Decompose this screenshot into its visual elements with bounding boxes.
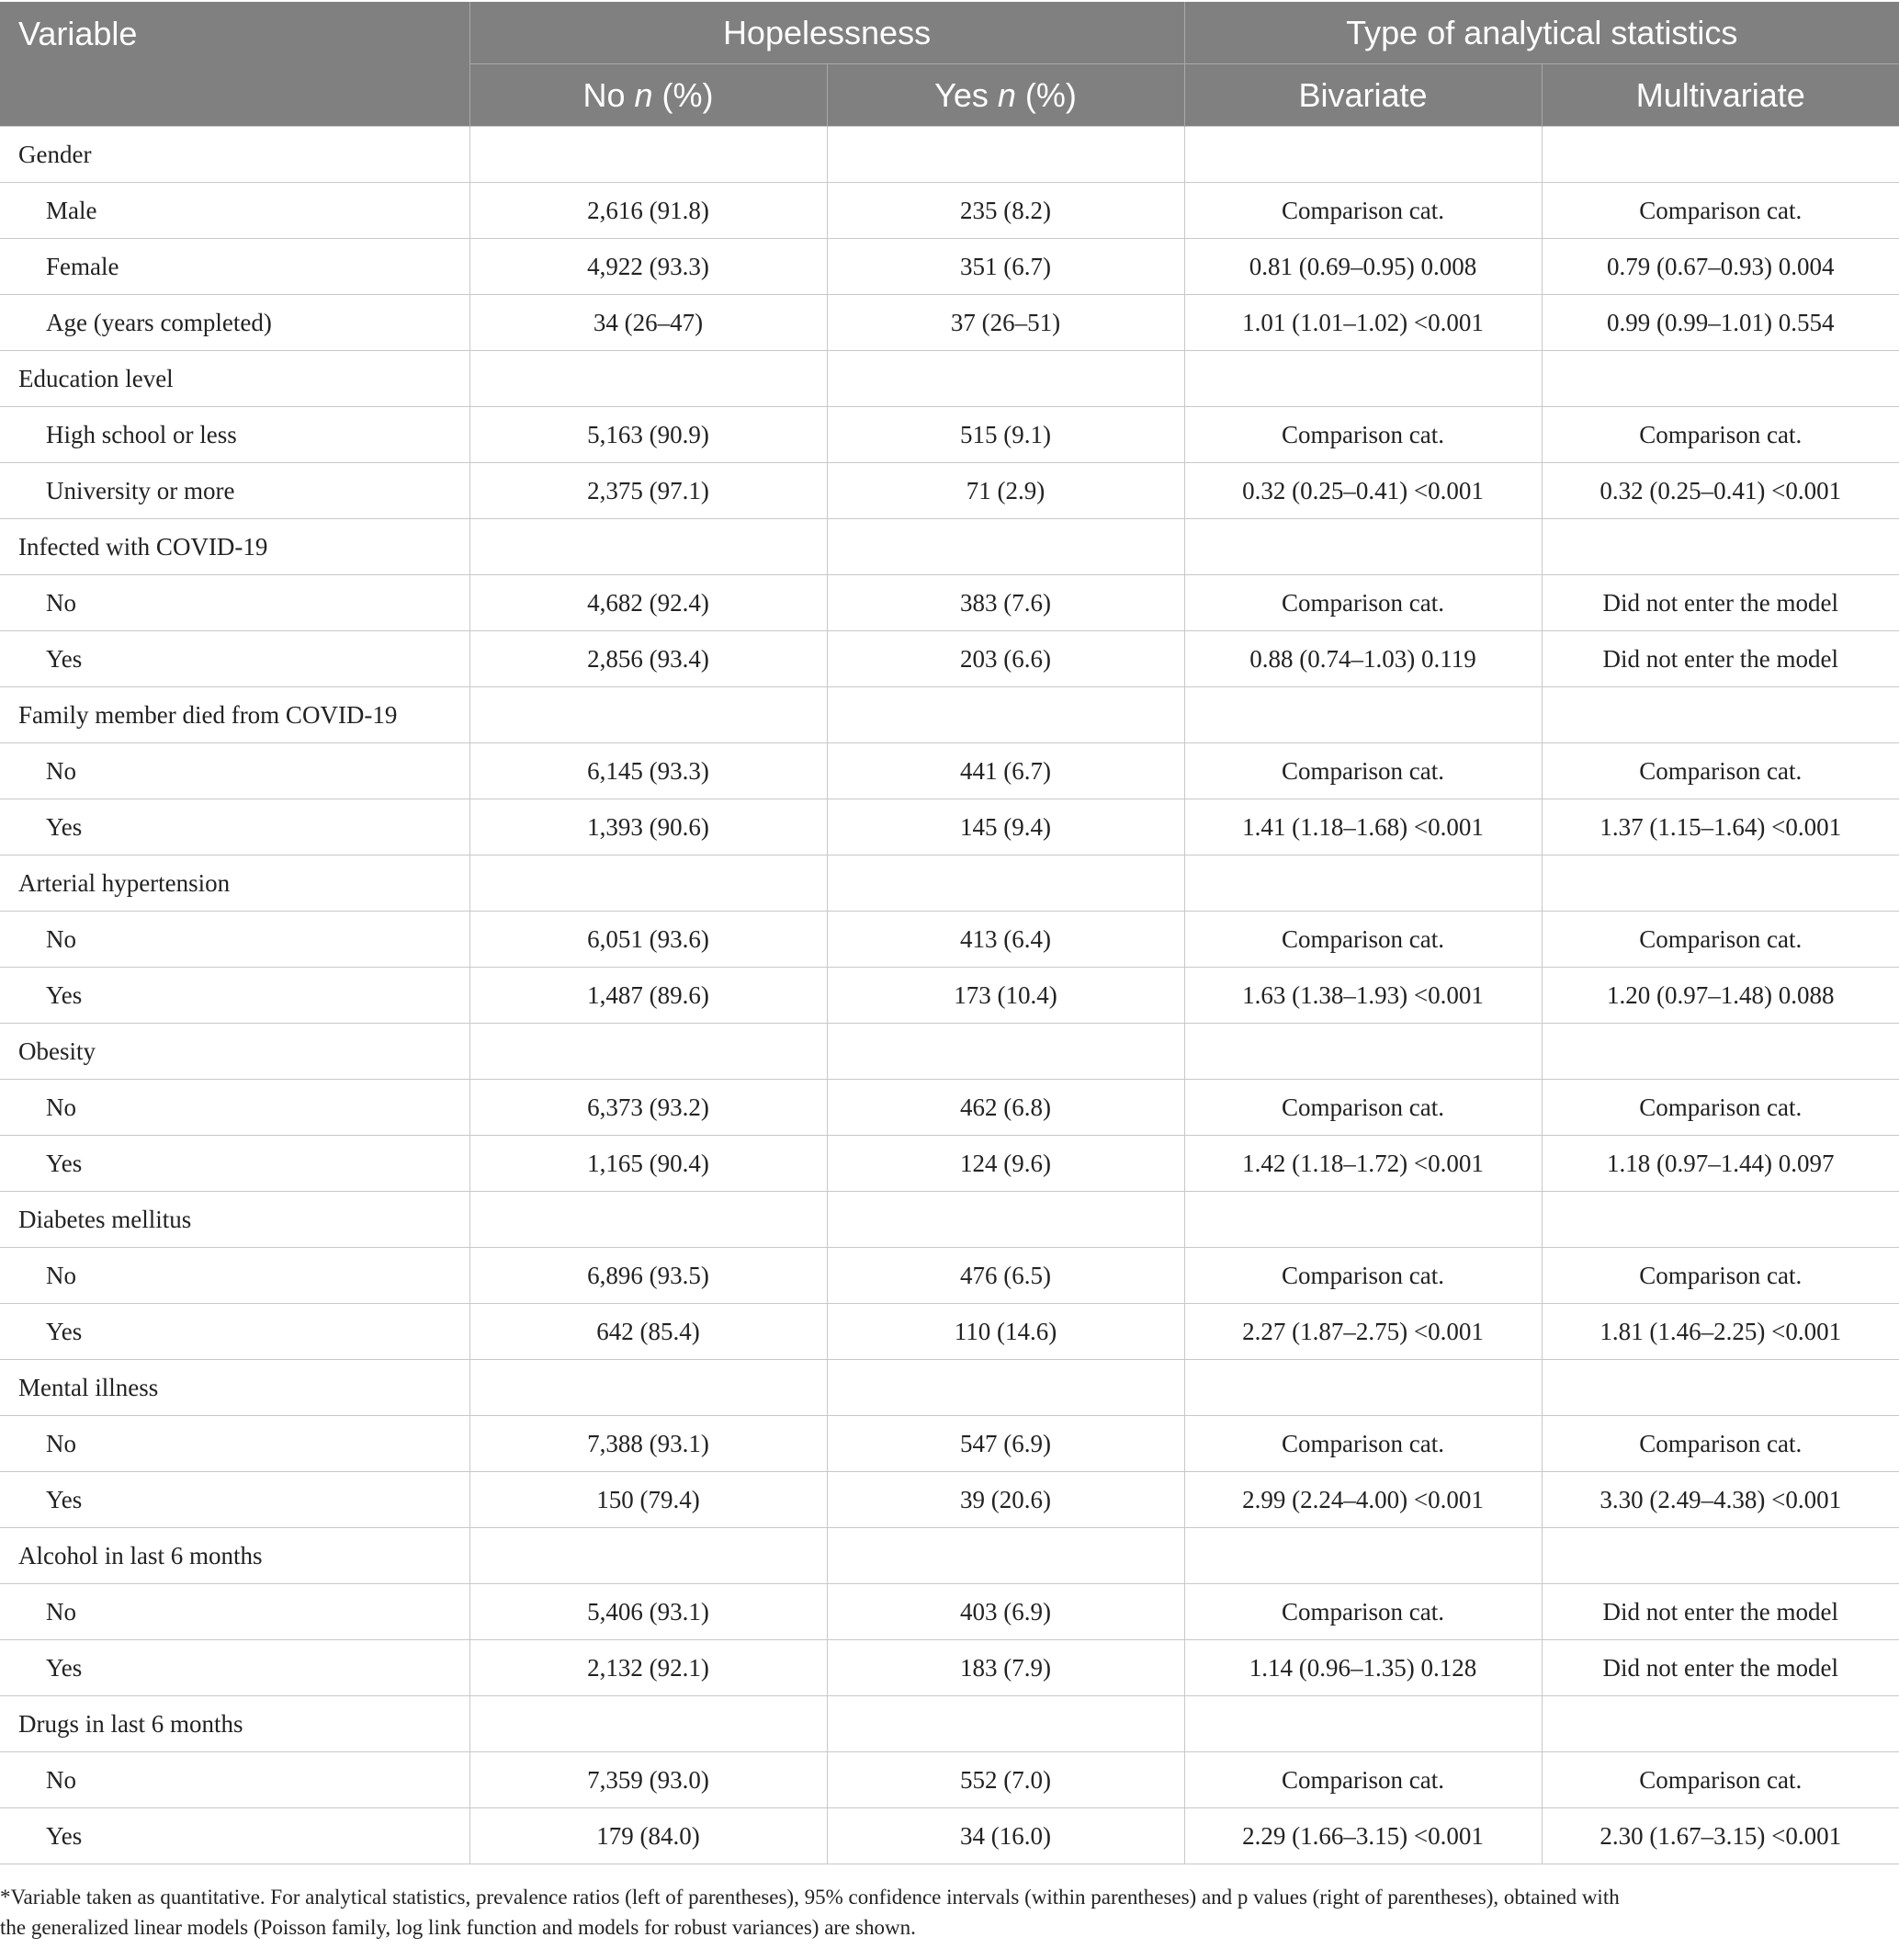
cell-bivariate: 0.88 (0.74–1.03) 0.119 (1184, 631, 1542, 687)
header-col-yes-pct: (%) (1015, 75, 1077, 114)
cell-bivariate: Comparison cat. (1184, 1416, 1542, 1472)
header-col-yes-n: n (997, 75, 1016, 114)
cell-variable: Yes (0, 1808, 469, 1864)
cell-bivariate: Comparison cat. (1184, 183, 1542, 239)
cell-bivariate: Comparison cat. (1184, 743, 1542, 799)
cell-yes (827, 351, 1184, 407)
cell-yes: 552 (7.0) (827, 1752, 1184, 1808)
cell-multivariate (1542, 351, 1899, 407)
cell-multivariate: 1.20 (0.97–1.48) 0.088 (1542, 968, 1899, 1024)
header-group-hopelessness: Hopelessness (469, 2, 1184, 64)
table-row-category (0, 127, 1899, 183)
cell-no: 2,375 (97.1) (469, 463, 827, 519)
cell-variable: Male (0, 183, 469, 239)
cell-bivariate: 1.42 (1.18–1.72) <0.001 (1184, 1136, 1542, 1192)
cell-bivariate (1184, 1696, 1542, 1752)
cell-yes: 547 (6.9) (827, 1416, 1184, 1472)
cell-no: 6,145 (93.3) (469, 743, 827, 799)
cell-no: 150 (79.4) (469, 1472, 827, 1528)
cell-no: 642 (85.4) (469, 1304, 827, 1360)
cell-yes: 183 (7.9) (827, 1640, 1184, 1696)
cell-multivariate (1542, 1528, 1899, 1584)
cell-yes (827, 1024, 1184, 1080)
cell-bivariate: 2.29 (1.66–3.15) <0.001 (1184, 1808, 1542, 1864)
table-row (0, 743, 1899, 799)
table-row-category (0, 519, 1899, 575)
header-col-yes-prefix: Yes (934, 75, 998, 114)
cell-no: 1,393 (90.6) (469, 799, 827, 855)
cell-multivariate: Comparison cat. (1542, 1752, 1899, 1808)
header-group-analytical-statistics: Type of analytical statistics (1184, 2, 1899, 64)
cell-yes: 173 (10.4) (827, 968, 1184, 1024)
cell-no: 4,922 (93.3) (469, 239, 827, 295)
cell-bivariate: 0.81 (0.69–0.95) 0.008 (1184, 239, 1542, 295)
table-row-category (0, 1192, 1899, 1248)
cell-variable: Education level (0, 351, 469, 407)
header-col-multivariate: Multivariate (1542, 64, 1899, 127)
cell-variable: No (0, 1080, 469, 1136)
cell-multivariate: 3.30 (2.49–4.38) <0.001 (1542, 1472, 1899, 1528)
table-row (0, 1584, 1899, 1640)
cell-no: 1,487 (89.6) (469, 968, 827, 1024)
cell-multivariate: 2.30 (1.67–3.15) <0.001 (1542, 1808, 1899, 1864)
cell-yes (827, 1528, 1184, 1584)
table-row-category (0, 351, 1899, 407)
footnote-line-2: the generalized linear models (Poisson family, log link function and models for robust variances) are shown. (0, 1916, 916, 1939)
header-col-bivariate: Bivariate (1184, 64, 1542, 127)
cell-bivariate (1184, 855, 1542, 912)
cell-multivariate (1542, 1360, 1899, 1416)
cell-yes: 476 (6.5) (827, 1248, 1184, 1304)
cell-no (469, 1528, 827, 1584)
cell-multivariate: Comparison cat. (1542, 407, 1899, 463)
cell-bivariate: 1.63 (1.38–1.93) <0.001 (1184, 968, 1542, 1024)
cell-yes: 203 (6.6) (827, 631, 1184, 687)
cell-no: 7,388 (93.1) (469, 1416, 827, 1472)
footnote-line-1: *Variable taken as quantitative. For analytical statistics, prevalence ratios (left of parentheses), 95% confidence intervals (within parentheses) and p values (right of parentheses), obtained with (0, 1886, 1620, 1909)
cell-variable: Age (years completed) (0, 295, 469, 351)
cell-multivariate: Did not enter the model (1542, 1640, 1899, 1696)
table-row-category (0, 687, 1899, 743)
cell-multivariate (1542, 1192, 1899, 1248)
cell-yes (827, 1696, 1184, 1752)
cell-no (469, 1696, 827, 1752)
cell-variable: Yes (0, 1472, 469, 1528)
cell-yes: 235 (8.2) (827, 183, 1184, 239)
cell-variable: Yes (0, 1136, 469, 1192)
cell-multivariate: Did not enter the model (1542, 1584, 1899, 1640)
table-row (0, 912, 1899, 968)
cell-multivariate: 0.79 (0.67–0.93) 0.004 (1542, 239, 1899, 295)
cell-variable: Family member died from COVID-19 (0, 687, 469, 743)
cell-bivariate: Comparison cat. (1184, 1248, 1542, 1304)
cell-yes (827, 1192, 1184, 1248)
header-row-groups (0, 2, 1899, 64)
cell-variable: No (0, 1248, 469, 1304)
table-row (0, 799, 1899, 855)
cell-no (469, 1192, 827, 1248)
cell-variable: No (0, 1416, 469, 1472)
cell-variable: Drugs in last 6 months (0, 1696, 469, 1752)
cell-no: 179 (84.0) (469, 1808, 827, 1864)
table-row (0, 239, 1899, 295)
cell-yes (827, 687, 1184, 743)
table-row-category (0, 1696, 1899, 1752)
table-row (0, 631, 1899, 687)
cell-variable: Arterial hypertension (0, 855, 469, 912)
cell-multivariate: 1.37 (1.15–1.64) <0.001 (1542, 799, 1899, 855)
cell-no: 5,163 (90.9) (469, 407, 827, 463)
cell-variable: No (0, 743, 469, 799)
table-row-category (0, 1024, 1899, 1080)
cell-no (469, 1360, 827, 1416)
cell-yes: 403 (6.9) (827, 1584, 1184, 1640)
cell-variable: Gender (0, 127, 469, 183)
cell-yes: 34 (16.0) (827, 1808, 1184, 1864)
cell-variable: Infected with COVID-19 (0, 519, 469, 575)
cell-yes: 110 (14.6) (827, 1304, 1184, 1360)
cell-variable: No (0, 1752, 469, 1808)
cell-bivariate (1184, 127, 1542, 183)
cell-multivariate (1542, 519, 1899, 575)
cell-no: 6,051 (93.6) (469, 912, 827, 968)
cell-bivariate (1184, 351, 1542, 407)
cell-bivariate: 2.99 (2.24–4.00) <0.001 (1184, 1472, 1542, 1528)
table-row (0, 1416, 1899, 1472)
cell-bivariate (1184, 1192, 1542, 1248)
cell-yes (827, 1360, 1184, 1416)
cell-bivariate (1184, 1360, 1542, 1416)
cell-multivariate (1542, 127, 1899, 183)
cell-variable: Yes (0, 968, 469, 1024)
cell-multivariate: 1.18 (0.97–1.44) 0.097 (1542, 1136, 1899, 1192)
cell-no (469, 687, 827, 743)
cell-bivariate (1184, 687, 1542, 743)
cell-variable: Yes (0, 1304, 469, 1360)
cell-multivariate (1542, 855, 1899, 912)
cell-bivariate: Comparison cat. (1184, 1080, 1542, 1136)
table-row (0, 1640, 1899, 1696)
table-row-category (0, 1528, 1899, 1584)
cell-no: 1,165 (90.4) (469, 1136, 827, 1192)
table-row-category (0, 855, 1899, 912)
table-row (0, 1136, 1899, 1192)
cell-multivariate: Did not enter the model (1542, 575, 1899, 631)
results-table (0, 2, 1899, 1864)
cell-variable: No (0, 1584, 469, 1640)
cell-no: 2,132 (92.1) (469, 1640, 827, 1696)
cell-yes: 441 (6.7) (827, 743, 1184, 799)
cell-multivariate: 0.99 (0.99–1.01) 0.554 (1542, 295, 1899, 351)
cell-variable: No (0, 575, 469, 631)
cell-multivariate: Comparison cat. (1542, 743, 1899, 799)
cell-multivariate: Comparison cat. (1542, 1080, 1899, 1136)
cell-bivariate: Comparison cat. (1184, 407, 1542, 463)
cell-yes (827, 519, 1184, 575)
cell-no (469, 351, 827, 407)
cell-no: 6,373 (93.2) (469, 1080, 827, 1136)
cell-variable: University or more (0, 463, 469, 519)
cell-multivariate (1542, 1024, 1899, 1080)
cell-yes: 71 (2.9) (827, 463, 1184, 519)
header-col-no-prefix: No (582, 75, 635, 114)
table-row (0, 575, 1899, 631)
cell-multivariate: Did not enter the model (1542, 631, 1899, 687)
table-row (0, 183, 1899, 239)
table-row (0, 1304, 1899, 1360)
cell-multivariate: 0.32 (0.25–0.41) <0.001 (1542, 463, 1899, 519)
cell-yes (827, 855, 1184, 912)
cell-multivariate (1542, 687, 1899, 743)
table-row (0, 463, 1899, 519)
header-col-no-n: n (634, 75, 653, 114)
cell-no: 7,359 (93.0) (469, 1752, 827, 1808)
cell-variable: Female (0, 239, 469, 295)
cell-bivariate: Comparison cat. (1184, 575, 1542, 631)
cell-no: 6,896 (93.5) (469, 1248, 827, 1304)
cell-multivariate (1542, 1696, 1899, 1752)
header-col-no (469, 64, 827, 127)
cell-variable: Yes (0, 631, 469, 687)
cell-multivariate: Comparison cat. (1542, 1416, 1899, 1472)
cell-no: 34 (26–47) (469, 295, 827, 351)
cell-yes: 413 (6.4) (827, 912, 1184, 968)
cell-bivariate: Comparison cat. (1184, 1584, 1542, 1640)
cell-no: 2,856 (93.4) (469, 631, 827, 687)
cell-variable: No (0, 912, 469, 968)
cell-bivariate (1184, 519, 1542, 575)
table-header (0, 2, 1899, 127)
cell-variable: Alcohol in last 6 months (0, 1528, 469, 1584)
cell-no: 2,616 (91.8) (469, 183, 827, 239)
cell-bivariate (1184, 1024, 1542, 1080)
cell-multivariate: Comparison cat. (1542, 912, 1899, 968)
cell-no (469, 855, 827, 912)
cell-yes: 124 (9.6) (827, 1136, 1184, 1192)
cell-variable: Obesity (0, 1024, 469, 1080)
cell-yes: 39 (20.6) (827, 1472, 1184, 1528)
cell-no: 4,682 (92.4) (469, 575, 827, 631)
cell-multivariate: 1.81 (1.46–2.25) <0.001 (1542, 1304, 1899, 1360)
cell-yes: 37 (26–51) (827, 295, 1184, 351)
cell-variable: High school or less (0, 407, 469, 463)
cell-no (469, 127, 827, 183)
cell-yes: 351 (6.7) (827, 239, 1184, 295)
header-variable: Variable (0, 2, 469, 127)
cell-yes: 462 (6.8) (827, 1080, 1184, 1136)
cell-bivariate: Comparison cat. (1184, 1752, 1542, 1808)
cell-yes: 383 (7.6) (827, 575, 1184, 631)
cell-bivariate (1184, 1528, 1542, 1584)
cell-variable: Yes (0, 799, 469, 855)
cell-no (469, 1024, 827, 1080)
table-row (0, 1472, 1899, 1528)
header-col-yes (827, 64, 1184, 127)
cell-no: 5,406 (93.1) (469, 1584, 827, 1640)
cell-yes: 145 (9.4) (827, 799, 1184, 855)
cell-bivariate: 2.27 (1.87–2.75) <0.001 (1184, 1304, 1542, 1360)
cell-bivariate: Comparison cat. (1184, 912, 1542, 968)
table-row (0, 1248, 1899, 1304)
cell-multivariate: Comparison cat. (1542, 1248, 1899, 1304)
header-col-no-pct: (%) (652, 75, 714, 114)
table-row (0, 1808, 1899, 1864)
table-row (0, 968, 1899, 1024)
cell-yes (827, 127, 1184, 183)
table-row (0, 407, 1899, 463)
cell-yes: 515 (9.1) (827, 407, 1184, 463)
cell-variable: Diabetes mellitus (0, 1192, 469, 1248)
table-row (0, 1080, 1899, 1136)
cell-bivariate: 1.14 (0.96–1.35) 0.128 (1184, 1640, 1542, 1696)
table-row-category (0, 1360, 1899, 1416)
table-row (0, 1752, 1899, 1808)
cell-multivariate: Comparison cat. (1542, 183, 1899, 239)
cell-variable: Mental illness (0, 1360, 469, 1416)
cell-bivariate: 0.32 (0.25–0.41) <0.001 (1184, 463, 1542, 519)
cell-bivariate: 1.41 (1.18–1.68) <0.001 (1184, 799, 1542, 855)
cell-no (469, 519, 827, 575)
cell-bivariate: 1.01 (1.01–1.02) <0.001 (1184, 295, 1542, 351)
cell-variable: Yes (0, 1640, 469, 1696)
table-row (0, 295, 1899, 351)
table-body (0, 127, 1899, 1864)
table-footnote (0, 1882, 1883, 1943)
